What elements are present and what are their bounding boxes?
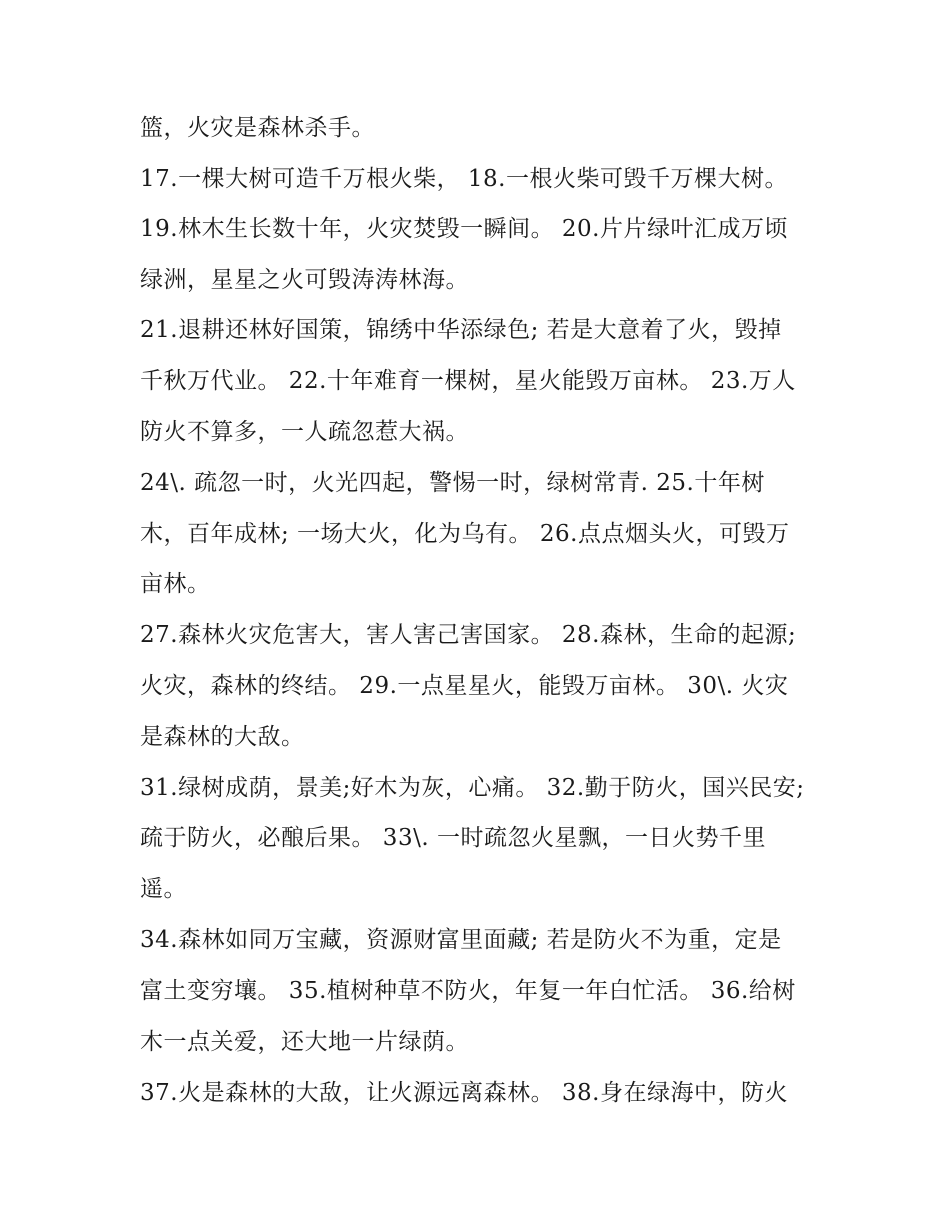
text-line: 木，百年成林; 一场大火，化为乌有。 26.点点烟头火，可毁万 — [140, 521, 790, 547]
text-line: 24\. 疏忽一时，火光四起，警惕一时，绿树常青. 25.十年树 — [140, 470, 765, 496]
text-line: 富土变穷壤。 35.植树种草不防火，年复一年白忙活。 36.给树 — [140, 978, 796, 1004]
text-line: 31.绿树成荫，景美;好木为灰，心痛。 32.勤于防火，国兴民安; — [140, 775, 805, 801]
text-line: 27.森林火灾危害大，害人害己害国家。 28.森林，生命的起源; — [140, 622, 797, 648]
text-line: 绿洲，星星之火可毁涛涛林海。 — [140, 267, 469, 293]
text-line: 19.林木生长数十年，火灾焚毁一瞬间。 20.片片绿叶汇成万顷 — [140, 216, 788, 242]
text-line: 防火不算多，一人疏忽惹大祸。 — [140, 419, 469, 445]
text-line: 千秋万代业。 22.十年难育一棵树，星火能毁万亩林。 23.万人 — [140, 368, 796, 394]
text-line: 亩林。 — [140, 571, 211, 597]
text-line: 疏于防火，必酿后果。 33\. 一时疏忽火星飘，一日火势千里 — [140, 825, 766, 851]
text-line: 21.退耕还林好国策，锦绣中华添绿色; 若是大意着了火，毁掉 — [140, 317, 782, 343]
text-line: 木一点关爱，还大地一片绿荫。 — [140, 1029, 469, 1055]
text-line: 火灾，森林的终结。 29.一点星星火，能毁万亩林。 30\. 火灾 — [140, 673, 789, 699]
text-line: 是森林的大敌。 — [140, 724, 305, 750]
text-line: 篮，火灾是森林杀手。 — [140, 115, 375, 141]
text-line: 34.森林如同万宝藏，资源财富里面藏; 若是防火不为重，定是 — [140, 927, 782, 953]
text-line: 37.火是森林的大敌，让火源远离森林。 38.身在绿海中，防火 — [140, 1080, 788, 1106]
text-line: 遥。 — [140, 876, 187, 902]
text-line: 17.一棵大树可造千万根火柴， 18.一根火柴可毁千万棵大树。 — [140, 166, 788, 192]
